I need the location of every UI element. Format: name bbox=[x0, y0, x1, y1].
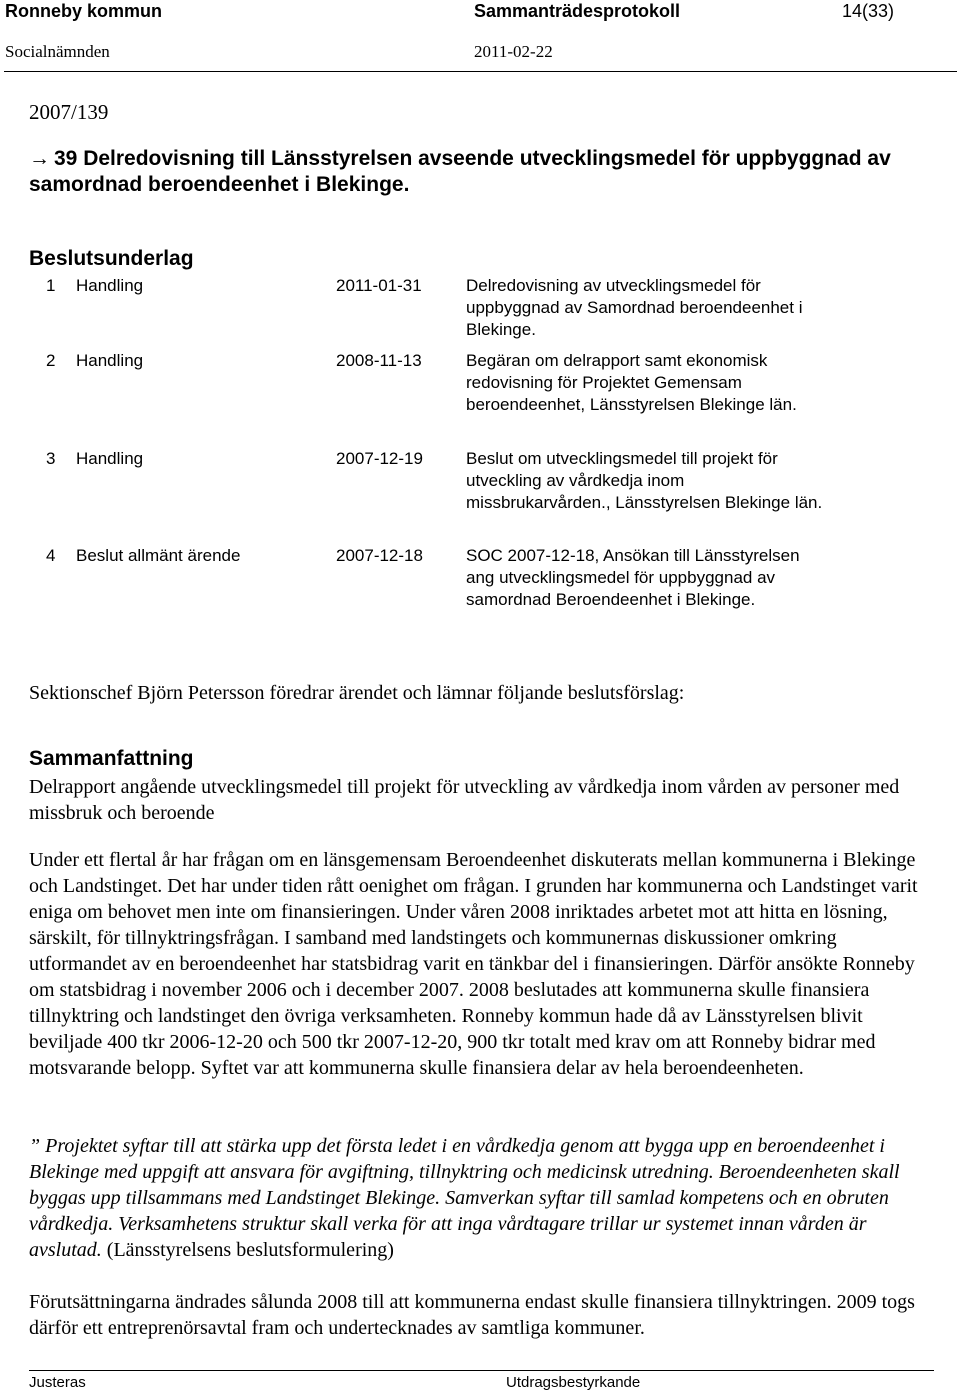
header-organization: Ronneby kommun bbox=[5, 1, 163, 21]
summary-heading: Sammanfattning bbox=[29, 747, 194, 770]
header-page-number: 14(33) bbox=[842, 1, 895, 21]
document-date: 2007-12-18 bbox=[336, 546, 423, 565]
header-date: 2011-02-22 bbox=[474, 42, 553, 61]
document-type: Beslut allmänt ärende bbox=[76, 546, 241, 565]
document-type: Handling bbox=[76, 351, 144, 370]
footer-justeras: Justeras bbox=[29, 1374, 86, 1391]
document-description: Begäran om delrapport samt ekonomisk redovisning för Projektet Gemensam beroendeenhet, Länsstyrelsen Blekinge län. bbox=[466, 351, 797, 414]
summary-text: Delrapport angående utvecklingsmedel till projekt för utveckling av vårdkedja inom vården av personer med missbruk och beroende bbox=[29, 776, 900, 824]
document-description: Beslut om utvecklingsmedel till projekt för utveckling av vårdkedja inom missbrukarvården., Länsstyrelsen Blekinge län. bbox=[466, 449, 823, 512]
header-divider bbox=[4, 71, 957, 72]
document-type: Handling bbox=[76, 449, 144, 468]
document-type: Handling bbox=[76, 276, 144, 295]
presenter-text: Sektionschef Björn Petersson föredrar ärendet och lämnar följande beslutsförslag: bbox=[29, 682, 685, 704]
document-date: 2011-01-31 bbox=[336, 276, 422, 295]
item-title bbox=[29, 146, 939, 198]
document-description: SOC 2007-12-18, Ansökan till Länsstyrelsen ang utvecklingsmedel för uppbyggnad av samordnad Beroendeenhet i Blekinge. bbox=[466, 546, 800, 609]
body-paragraph: Under ett flertal år har frågan om en länsgemensam Beroendeenhet diskuterats mellan kommunerna i Blekinge och Landstinget. Det har under tiden rått oenighet om frågan. I grunden har kommunerna och Landstinget varit eniga om behovet men inte om finansieringen. Under våren 2008 inriktades arbetet mot att hitta en lösning, särskilt, för tillnyktringsfrågan. I samband med landstingets och kommunernas diskussioner omkring utformandet av en beroendeenhet har statsbidrag varit en tänkbar del i finansieringen. Därför ansökte Ronneby om statsbidrag i november 2006 och i december 2007. 2008 beslutades att kommunerna skulle finansiera tillnyktring och landstinget den övriga verksamheten. Ronneby kommun hade då av Länsstyrelsen blivit beviljade 400 tkr 2006-12-20 och 500 tkr 2007-12-20, 900 tkr totalt med krav om att Ronneby bidrar med motsvarande belopp. Syftet var att kommunerna skulle finansiera delar av hela beroendeenheten. bbox=[29, 849, 918, 1079]
document-number: 1 bbox=[46, 276, 56, 295]
document-number: 2 bbox=[46, 351, 56, 370]
basis-heading: Beslutsunderlag bbox=[29, 247, 194, 270]
header-department: Socialnämnden bbox=[5, 42, 110, 61]
quote-text: ” Projektet syftar till att stärka upp det första ledet i en vårdkedja genom att bygga upp en beroendeenhet i Blekinge med uppgift att ansvara för avgiftning, tillnyktring och medicinsk utredning. Beroendeenheten skall byggas upp tillsammans med Landstinget Blekinge. Samverkan syftar till samlad kompetens och en obruten vårdkedja. Verksamhetens struktur skall verka för att inga vårdtagare trillar ur systemet innan vården är avslutad. bbox=[29, 1135, 900, 1261]
final-paragraph: Förutsättningarna ändrades sålunda 2008 till att kommunerna endast skulle finansiera tillnyktringen. 2009 togs därför ett entreprenörsavtal fram och undertecknades av samtliga kommuner. bbox=[29, 1291, 915, 1339]
footer-utdragsbestyrkande: Utdragsbestyrkande bbox=[506, 1374, 641, 1391]
document-date: 2007-12-19 bbox=[336, 449, 423, 468]
arrow-icon: → bbox=[29, 147, 50, 170]
footer-divider bbox=[29, 1370, 934, 1371]
item-title-text: 39 Delredovisning till Länsstyrelsen avseende utvecklingsmedel för uppbyggnad av samordnad beroendeenhet i Blekinge. bbox=[29, 147, 891, 196]
document-number: 3 bbox=[46, 449, 56, 468]
document-date: 2008-11-13 bbox=[336, 351, 422, 370]
document-number: 4 bbox=[46, 546, 56, 565]
document-description: Delredovisning av utvecklingsmedel för uppbyggnad av Samordnad beroendeenhet i Blekinge. bbox=[466, 276, 803, 339]
quote-source: (Länsstyrelsens beslutsformulering) bbox=[101, 1239, 394, 1261]
header-document-type: Sammanträdesprotokoll bbox=[474, 1, 681, 21]
quote-paragraph bbox=[29, 1133, 934, 1263]
case-number: 2007/139 bbox=[29, 100, 109, 124]
